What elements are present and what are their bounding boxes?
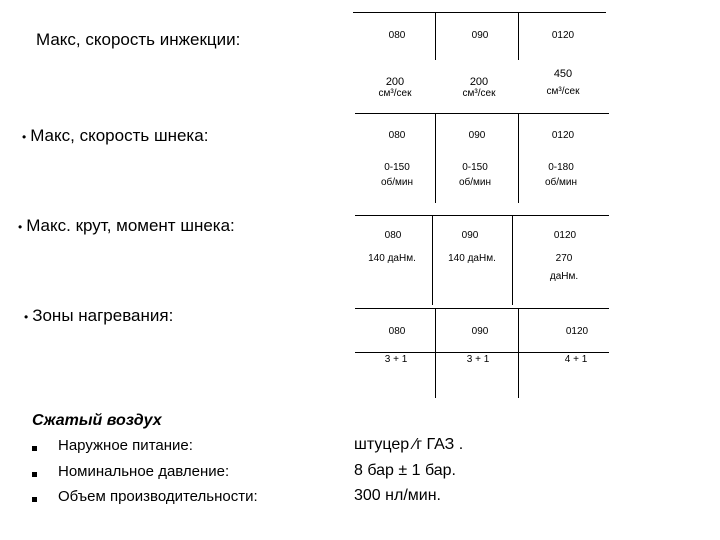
table-divider <box>518 308 519 398</box>
bullet: • <box>18 220 23 234</box>
model-header: 090 <box>471 326 489 337</box>
spec-label: Наружное питание: <box>58 437 193 454</box>
cell-value: 200 <box>385 76 405 88</box>
label-injection-speed-text: Макс, скорость инжекции: <box>36 30 241 49</box>
label-screw-speed-text: Макс, скорость шнека: <box>30 126 209 145</box>
cell-value: 0-180 <box>548 162 574 173</box>
cell-unit: см³/сек <box>462 88 496 99</box>
cell-value: 0-150 <box>384 162 410 173</box>
cell-value: 3 + 1 <box>384 354 408 365</box>
model-header: 080 <box>388 30 406 41</box>
model-header: 080 <box>384 230 402 241</box>
table-rule <box>355 308 609 309</box>
table-cell <box>528 67 598 99</box>
table-divider <box>518 12 519 60</box>
table-rule <box>355 215 609 216</box>
bullet: • <box>24 310 29 324</box>
cell-unit: об/мин <box>544 177 578 188</box>
table-rule <box>355 113 609 114</box>
table-divider <box>435 308 436 398</box>
spec-value: 8 бар ± 1 бар. <box>354 462 456 479</box>
cell-unit: об/мин <box>458 177 492 188</box>
label-screw-speed <box>22 126 208 146</box>
table-cell <box>356 251 428 266</box>
table-divider <box>435 12 436 60</box>
table-divider <box>435 113 436 203</box>
bullet-square-icon <box>32 472 37 477</box>
table-cell <box>360 352 432 367</box>
spec-value: 300 нл/мин. <box>354 487 441 504</box>
model-header: 0120 <box>551 130 575 141</box>
cell-unit: см³/сек <box>546 86 580 97</box>
table-cell <box>362 160 432 190</box>
bullet: • <box>22 130 27 144</box>
cell-value: 200 <box>469 76 489 88</box>
model-header: 080 <box>388 130 406 141</box>
section-title-compressed-air: Сжатый воздух <box>32 412 162 429</box>
table-divider <box>518 113 519 203</box>
table-cell <box>440 160 510 190</box>
table-cell <box>360 75 430 101</box>
table-divider <box>432 215 433 305</box>
model-header: 090 <box>468 130 486 141</box>
model-header: 090 <box>461 230 479 241</box>
label-injection-speed <box>36 30 240 50</box>
label-screw-torque <box>18 216 235 236</box>
cell-value: 450 <box>553 68 573 80</box>
table-divider <box>512 215 513 305</box>
model-header: 080 <box>388 326 406 337</box>
cell-value: 140 даНм. <box>448 253 496 264</box>
table-cell <box>444 75 514 101</box>
cell-value: 270 <box>555 253 573 264</box>
model-header: 0120 <box>553 230 577 241</box>
table-rule <box>353 12 606 13</box>
table-cell <box>442 352 514 367</box>
bullet-square-icon <box>32 446 37 451</box>
spec-value: штуцер ⁄г ГАЗ . <box>354 436 464 453</box>
model-header: 0120 <box>551 30 575 41</box>
cell-unit: об/мин <box>380 177 414 188</box>
label-screw-torque-text: Макс. крут, момент шнека: <box>26 216 235 235</box>
cell-value: 3 + 1 <box>466 354 490 365</box>
spec-label: Номинальное давление: <box>58 463 230 480</box>
cell-value: 0-150 <box>462 162 488 173</box>
table-cell <box>436 251 508 266</box>
table-cell <box>526 160 596 190</box>
cell-unit: даНм. <box>549 271 579 282</box>
table-cell <box>528 251 600 284</box>
label-heat-zones-text: Зоны нагревания: <box>32 306 174 325</box>
model-header: 0120 <box>565 326 589 337</box>
table-cell <box>540 352 612 367</box>
model-header: 090 <box>471 30 489 41</box>
cell-value: 4 + 1 <box>564 354 588 365</box>
label-heat-zones <box>24 306 173 326</box>
spec-label: Объем производительности: <box>58 488 258 505</box>
cell-unit: см³/сек <box>378 88 412 99</box>
bullet-square-icon <box>32 497 37 502</box>
cell-value: 140 даНм. <box>368 253 416 264</box>
